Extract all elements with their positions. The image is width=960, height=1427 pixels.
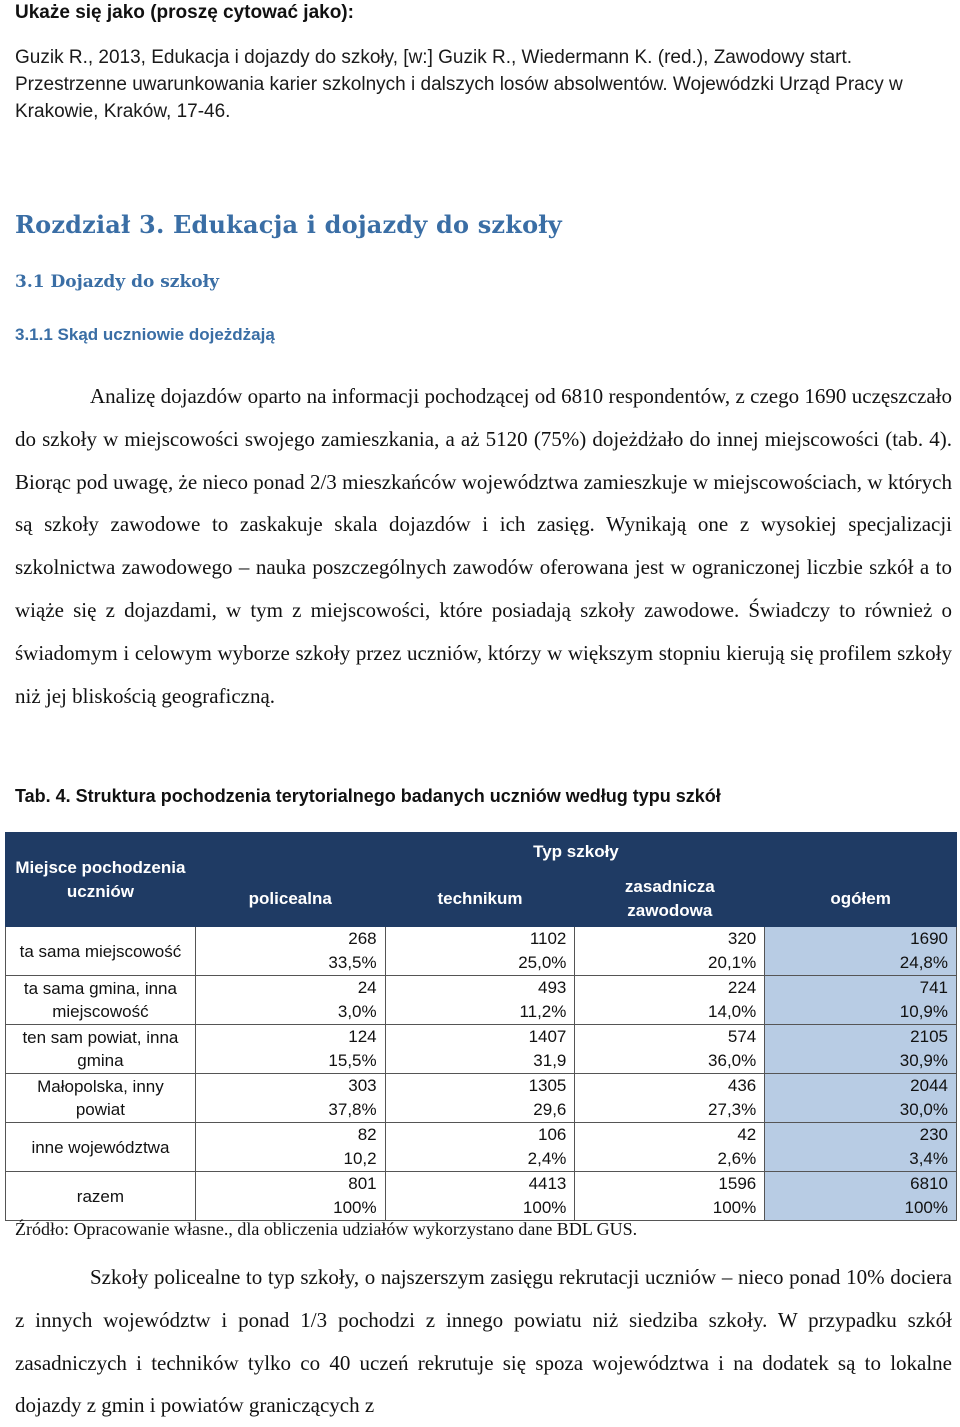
subsection-title: 3.1.1 Skąd uczniowie dojeżdżają	[15, 325, 275, 344]
cell-share: 33,5%	[328, 953, 377, 972]
cell-share: 37,8%	[328, 1100, 377, 1119]
table-cell	[575, 1172, 765, 1221]
cell-count: 268	[348, 929, 377, 948]
table-row	[6, 927, 957, 976]
cell-count: 1690	[910, 929, 948, 948]
cell-share: 31,9	[533, 1051, 567, 1070]
header-ogolem: ogółem	[765, 871, 957, 927]
cell-count: 574	[727, 1027, 757, 1046]
cell-count: 741	[919, 978, 948, 997]
cell-share: 3,4%	[909, 1149, 948, 1168]
header-origin: Miejsce pochodzenia uczniów	[6, 833, 196, 927]
table-cell	[575, 927, 765, 976]
cell-share: 15,5%	[328, 1051, 377, 1070]
cell-share: 30,9%	[899, 1051, 948, 1070]
table-cell	[195, 1074, 385, 1123]
cell-share: 27,3%	[708, 1100, 757, 1119]
row-label: razem	[6, 1172, 196, 1221]
table-cell	[575, 976, 765, 1025]
cell-count: 4413	[528, 1174, 567, 1193]
cell-share: 3,0%	[337, 1002, 377, 1021]
cell-share: 2,4%	[527, 1149, 567, 1168]
header-zasadnicza: zasadnicza zawodowa	[575, 871, 765, 927]
table-cell	[195, 1025, 385, 1074]
chapter-title: Rozdział 3. Edukacja i dojazdy do szkoły	[15, 210, 562, 239]
table-row	[6, 1123, 957, 1172]
table-cell	[575, 1074, 765, 1123]
table-cell	[195, 927, 385, 976]
table-cell	[575, 1025, 765, 1074]
cell-share: 25,0%	[518, 953, 567, 972]
table-cell	[195, 1172, 385, 1221]
cell-share: 100%	[712, 1198, 757, 1217]
cell-share: 11,2%	[519, 1002, 567, 1021]
citation-heading: Ukaże się jako (proszę cytować jako):	[15, 2, 354, 23]
cell-share: 2,6%	[717, 1149, 757, 1168]
table-cell	[195, 1123, 385, 1172]
table-caption: Tab. 4. Struktura pochodzenia terytorialnego badanych uczniów według typu szkół	[15, 786, 721, 806]
origin-table	[5, 832, 957, 1217]
row-label: inne województwa	[6, 1123, 196, 1172]
cell-share: 29,6	[533, 1100, 567, 1119]
cell-count: 1596	[718, 1174, 757, 1193]
cell-count: 24	[357, 978, 377, 997]
row-label: Małopolska, inny powiat	[6, 1074, 196, 1123]
header-technikum: technikum	[385, 871, 575, 927]
cell-count: 82	[357, 1125, 377, 1144]
cell-count: 1102	[529, 929, 567, 948]
table-cell	[385, 1172, 575, 1221]
table-row	[6, 976, 957, 1025]
table-source: Źródło: Opracowanie własne., dla obliczenia udziałów wykorzystano dane BDL GUS.	[15, 1219, 638, 1239]
section-title: 3.1 Dojazdy do szkoły	[15, 272, 219, 292]
cell-count: 224	[727, 978, 757, 997]
table-cell	[575, 1123, 765, 1172]
cell-count: 2105	[910, 1027, 948, 1046]
paragraph-dojazdy-text: Analizę dojazdów oparto na informacji pochodzącej od 6810 respondentów, z czego 1690 uczęszczało do szkoły w miejscowości swojego zamieszkania, a aż 5120 (75%) dojeżdżało do innej miejscowości (tab. 4). Biorąc pod uwagę, że nieco ponad 2/3 mieszkańców województwa zamieszkuje w miejscowościach, w których są szkoły zawodowe to zaskakuje skala dojazdów i ich zasięg. Wynikają one z wysokiej specjalizacji szkolnictwa zawodowego – nauka poszczególnych zawodów oferowana jest w ograniczonej liczbie szkół a to wiąże się z dojazdami, w tym z miejscowości, które posiadają szkoły zawodowe. Świadczy to również o świadomym i celowym wyborze szkoły przez uczniów, którzy w większym stopniu kierują się profilem szkoły niż jej bliskością geograficzną.	[15, 384, 952, 708]
header-school-type: Typ szkoły	[195, 833, 956, 871]
row-label: ta sama gmina, inna miejscowość	[6, 976, 196, 1025]
table-cell	[765, 976, 957, 1025]
table-cell	[765, 1123, 957, 1172]
cell-share: 100%	[333, 1198, 377, 1217]
cell-share: 14,0%	[708, 1002, 757, 1021]
cell-count: 1305	[528, 1076, 567, 1095]
citation-text: Guzik R., 2013, Edukacja i dojazdy do szkoły, [w:] Guzik R., Wiedermann K. (red.), Zawodowy start. Przestrzenne uwarunkowania karier szkolnych i dalszych losów absolwentów. Wojewódzki Urząd Pracy w Krakowie, Kraków, 17-46.	[15, 47, 903, 122]
row-label: ten sam powiat, inna gmina	[6, 1025, 196, 1074]
origin-table-grid	[5, 832, 957, 1221]
cell-count: 124	[348, 1027, 377, 1046]
table-row	[6, 1172, 957, 1221]
cell-share: 36,0%	[708, 1051, 757, 1070]
table-cell	[385, 976, 575, 1025]
cell-share: 10,2	[343, 1149, 377, 1168]
table-row	[6, 1025, 957, 1074]
cell-count: 2044	[910, 1076, 948, 1095]
paragraph-policealne-text: Szkoły policealne to typ szkoły, o najszerszym zasięgu rekrutacji uczniów – nieco ponad 10% dociera z innych województw i ponad 1/3 pochodzi z innego powiatu niż siedziba szkoły. W przypadku szkół zasadniczych i techników tylko co 40 uczeń rekrutuje się spoza województwa i na dodatek są to lokalne dojazdy z gmin i powiatów graniczących z	[15, 1265, 952, 1418]
table-cell	[765, 1025, 957, 1074]
cell-count: 303	[348, 1076, 377, 1095]
paragraph-dojazdy	[15, 375, 952, 717]
table-row	[6, 1074, 957, 1123]
cell-share: 30,0%	[899, 1100, 948, 1119]
table-cell	[385, 1074, 575, 1123]
table-cell	[385, 1025, 575, 1074]
cell-count: 436	[727, 1076, 757, 1095]
cell-count: 42	[737, 1125, 757, 1144]
cell-share: 100%	[522, 1198, 567, 1217]
table-cell	[765, 927, 957, 976]
cell-count: 106	[538, 1125, 567, 1144]
table-cell	[765, 1172, 957, 1221]
cell-share: 100%	[904, 1198, 948, 1217]
cell-count: 493	[538, 978, 567, 997]
paragraph-policealne	[15, 1256, 952, 1427]
table-cell	[765, 1074, 957, 1123]
table-cell	[385, 1123, 575, 1172]
header-policealna: policealna	[195, 871, 385, 927]
table-cell	[385, 927, 575, 976]
cell-count: 230	[919, 1125, 948, 1144]
table-cell	[195, 976, 385, 1025]
cell-share: 10,9%	[899, 1002, 948, 1021]
cell-share: 24,8%	[899, 953, 948, 972]
cell-count: 801	[348, 1174, 377, 1193]
cell-count: 1407	[528, 1027, 567, 1046]
cell-count: 320	[727, 929, 757, 948]
cell-share: 20,1%	[708, 953, 757, 972]
row-label: ta sama miejscowość	[6, 927, 196, 976]
cell-count: 6810	[910, 1174, 948, 1193]
